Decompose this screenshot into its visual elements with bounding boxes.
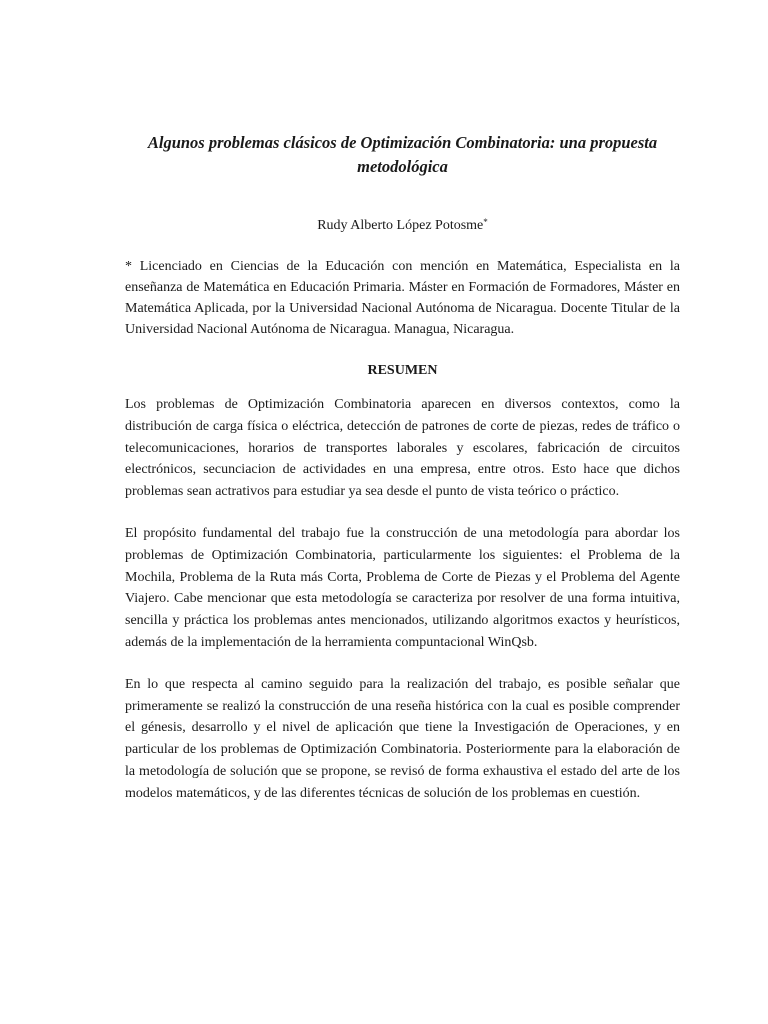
paper-title: Algunos problemas clásicos de Optimización Combinatoria: una propuesta metodológica bbox=[147, 133, 658, 176]
author-affiliation: * Licenciado en Ciencias de la Educación con mención en Matemática, Especialista en la enseñanza de Matemática en Educación Primaria. Máster en Formación de Formadores, Máster en Matemática Aplicada, por la Universidad Nacional Autónoma de Nicaragua. Docente Titular de la Universidad Nacional Autónoma de Nicaragua. Managua, Nicaragua. bbox=[125, 259, 680, 337]
abstract-heading: RESUMEN bbox=[367, 363, 438, 378]
author-line bbox=[125, 215, 680, 236]
author-name: Rudy Alberto López Potosme bbox=[317, 218, 484, 233]
abstract-paragraph-2: El propósito fundamental del trabajo fue la construcción de una metodología para abordar los problemas de Optimización Combinatoria, particularmente los siguientes: el Problema de la Mochila, Problema de la Ruta más Corta, Problema de Corte de Piezas y el Problema del Agente Viajero. Cabe mencionar que esta metodología se caracteriza por resolver de una forma intuitiva, sencilla y práctica los problemas antes mencionados, utilizando algoritmos exactos y heurísticos, además de la implementación de la herramienta compuntacional WinQsb. bbox=[125, 525, 680, 650]
abstract-paragraph-3: En lo que respecta al camino seguido para la realización del trabajo, es posible señalar que primeramente se realizó la construcción de una reseña histórica con la cual es posible comprender el génesis, desarrollo y el nivel de aplicación que tiene la Investigación de Operaciones, y en particular de los problemas de Optimización Combinatoria. Posteriormente para la elaboración de la metodología de solución que se propone, se revisó de forma exhaustiva el estado del arte de los modelos matemáticos, y de las diferentes técnicas de solución de los problemas en cuestión. bbox=[125, 676, 680, 801]
document-page bbox=[125, 131, 680, 805]
author-footnote-mark: * bbox=[483, 217, 488, 227]
abstract-paragraph-1: Los problemas de Optimización Combinatoria aparecen en diversos contextos, como la distribución de carga física o eléctrica, detección de patrones de corte de piezas, redes de tráfico o telecomunicaciones, horarios de transportes laborales y escolares, fabricación de circuitos electrónicos, secunciacion de actividades en una empresa, entre otros. Esto hace que dichos problemas sean actrativos para estudiar ya sea desde el punto de vista teórico o práctico. bbox=[125, 397, 680, 500]
